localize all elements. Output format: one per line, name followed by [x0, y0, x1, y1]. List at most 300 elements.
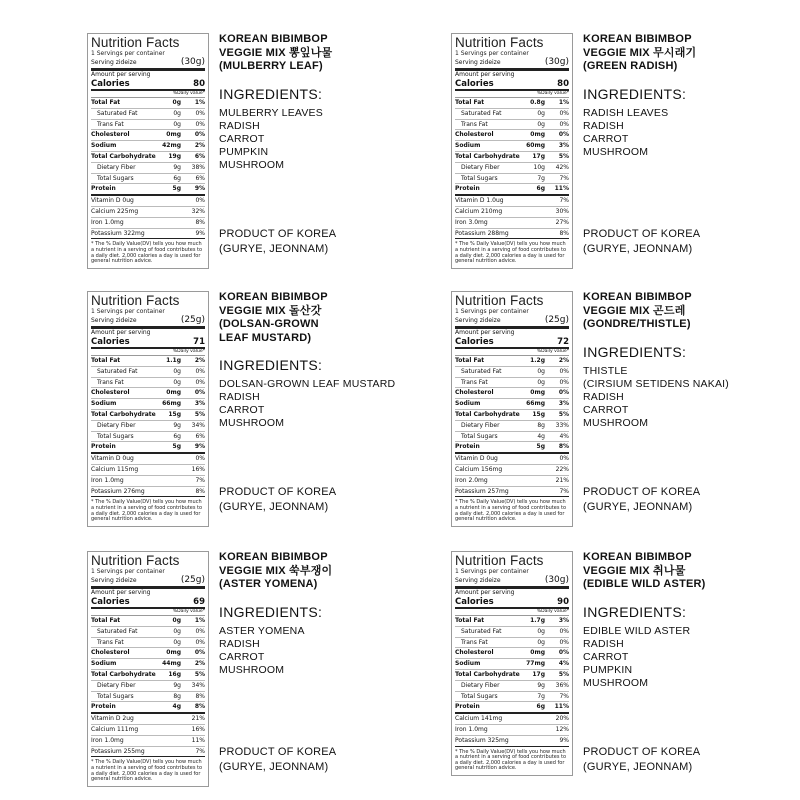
amount-per-serving: Amount per serving [91, 329, 151, 336]
nutrient-name: Saturated Fat [461, 367, 502, 375]
nutrient-amount: 0.8g [530, 99, 545, 106]
serving-size-row [455, 315, 569, 329]
serving-size-label: Serving zideize [455, 577, 501, 584]
ingredients-heading: INGREDIENTS: [583, 85, 687, 102]
nutrient-amount: 17g [532, 152, 545, 160]
product-title-line: (GREEN RADISH) [583, 60, 678, 72]
nutrient-row [455, 130, 569, 141]
product-title-line: VEGGIE MIX 쑥부쟁이 [219, 564, 333, 577]
nutrient-amount: 0g [173, 367, 181, 375]
nutrient-amount: 0g [172, 99, 181, 106]
product-title-line: VEGGIE MIX 취나물 [583, 564, 686, 577]
mineral-name: Vitamin D 0ug [91, 197, 134, 205]
mineral-row [91, 736, 205, 747]
nutrient-row [91, 152, 205, 163]
nutrient-name: Total Fat [455, 99, 485, 106]
nutrient-row [91, 421, 205, 432]
calories-value: 90 [557, 597, 569, 607]
origin-region: (GURYE, JEONNAM) [583, 501, 693, 513]
nutrition-facts-panel [451, 33, 573, 269]
nutrient-percent: 7% [559, 692, 569, 700]
mineral-percent: 30% [555, 207, 569, 215]
nutrient-row [455, 174, 569, 185]
nutrient-row [455, 184, 569, 196]
nutrient-percent: 0% [195, 378, 205, 386]
origin-region: (GURYE, JEONNAM) [583, 243, 693, 255]
mineral-row [91, 476, 205, 487]
nutrient-row [455, 681, 569, 692]
nutrient-row [91, 98, 205, 109]
nutrient-percent: 8% [195, 692, 205, 700]
nutrient-name: Total Sugars [461, 174, 498, 182]
ingredient-item: (CIRSIUM SETIDENS NAKAI) [583, 377, 729, 390]
mineral-row [455, 196, 569, 207]
ingredient-item: THISTLE [583, 364, 628, 377]
nutrient-amount: 60mg [526, 142, 545, 150]
nutrient-percent: 0% [194, 131, 205, 139]
product-cell [87, 33, 457, 283]
nutrient-amount: 0g [173, 120, 181, 128]
nutrient-percent: 0% [194, 389, 205, 397]
nutrient-amount: 0mg [166, 649, 181, 657]
ingredient-item: MUSHROOM [583, 416, 649, 429]
ingredient-item: RADISH [219, 637, 260, 650]
nutrient-amount: 15g [532, 410, 545, 418]
mineral-percent: 9% [559, 736, 569, 744]
nutrient-amount: 5g [172, 443, 181, 451]
nutrient-row [91, 702, 205, 714]
nutrient-row [455, 356, 569, 367]
nutrient-name: Cholesterol [455, 649, 494, 657]
nutrient-row [455, 378, 569, 389]
calories-row [91, 337, 205, 349]
daily-value-footnote: * The % Daily Value(DV) tells you how much a nutrient in a serving of food contributes to a daily diet. 2,000 calories a day is used for general nutrition advice. [91, 499, 203, 523]
serving-size-value: (30g) [544, 575, 569, 585]
mineral-percent: 7% [195, 747, 205, 755]
nutrient-percent: 1% [194, 99, 205, 106]
mineral-row [455, 465, 569, 476]
nutrient-percent: 6% [194, 152, 205, 160]
nutrient-row [91, 627, 205, 638]
calories-label: Calories [91, 597, 130, 607]
nutrition-facts-title: Nutrition Facts [455, 293, 544, 308]
serving-size-value: (30g) [544, 57, 569, 67]
nutrient-amount: 77mg [526, 660, 545, 668]
mineral-percent: 21% [191, 715, 205, 723]
nutrient-row [91, 109, 205, 120]
nutrient-name: Dietary Fiber [461, 681, 500, 689]
nutrient-percent: 38% [191, 163, 205, 171]
nutrient-row [91, 174, 205, 185]
ingredient-item: RADISH [219, 119, 260, 132]
nutrient-amount: 6g [173, 432, 181, 440]
product-info [583, 551, 800, 690]
nutrient-row [455, 627, 569, 638]
origin-block [583, 485, 700, 515]
serving-size-value: (25g) [180, 315, 205, 325]
nutrient-name: Trans Fat [97, 638, 124, 646]
nutrient-percent: 8% [558, 443, 569, 451]
nutrient-row [455, 659, 569, 670]
nutrient-percent: 6% [195, 174, 205, 182]
mineral-name: Iron 2.0mg [455, 476, 488, 484]
mineral-percent: 0% [195, 455, 205, 463]
amount-per-serving: Amount per serving [455, 589, 515, 596]
nutrient-name: Dietary Fiber [97, 421, 136, 429]
nutrient-amount: 0g [537, 120, 545, 128]
ingredient-item: RADISH [583, 637, 624, 650]
mineral-name: Vitamin D 0ug [91, 455, 134, 463]
nutrient-name: Total Carbohydrate [91, 152, 156, 160]
nutrient-percent: 3% [194, 400, 205, 408]
nutrient-name: Total Carbohydrate [455, 670, 520, 678]
nutrient-percent: 0% [195, 638, 205, 646]
mineral-row [455, 725, 569, 736]
mineral-row [91, 725, 205, 736]
mineral-name: Iron 1.0mg [91, 476, 124, 484]
nutrient-amount: 8g [537, 421, 545, 429]
nutrient-row [455, 432, 569, 443]
origin-block [583, 227, 700, 257]
product-info [583, 291, 800, 430]
serving-size-row [91, 57, 205, 71]
nutrient-row [455, 98, 569, 109]
nutrient-row [455, 670, 569, 681]
mineral-row [455, 487, 569, 498]
product-of-korea: PRODUCT OF KOREA [219, 228, 337, 240]
nutrient-name: Protein [455, 703, 480, 711]
nutrient-name: Total Fat [91, 357, 121, 364]
product-title-line: LEAF MUSTARD) [219, 331, 312, 344]
ingredient-item: CARROT [219, 650, 265, 663]
nutrient-name: Sodium [455, 400, 481, 408]
nutrient-name: Dietary Fiber [97, 681, 136, 689]
nutrient-row [91, 442, 205, 454]
ingredient-item: CARROT [219, 132, 265, 145]
nutrient-name: Trans Fat [97, 120, 124, 128]
nutrient-row [91, 356, 205, 367]
serving-size-label: Serving zideize [91, 317, 137, 324]
nutrient-row [91, 163, 205, 174]
mineral-percent: 21% [555, 476, 569, 484]
calories-row [91, 597, 205, 609]
serving-size-value: (30g) [180, 57, 205, 67]
nutrient-row [455, 616, 569, 627]
nutrient-name: Sodium [455, 660, 481, 668]
ingredient-item: MULBERRY LEAVES [219, 106, 323, 119]
nutrient-percent: 5% [558, 152, 569, 160]
mineral-name: Calcium 156mg [455, 465, 503, 473]
servings-per-container: 1 Servings per container [455, 50, 529, 57]
nutrition-facts-title: Nutrition Facts [91, 553, 180, 568]
mineral-name: Potassium 255mg [91, 747, 145, 755]
mineral-row [91, 465, 205, 476]
nutrient-name: Total Carbohydrate [455, 410, 520, 418]
mineral-percent: 8% [195, 218, 205, 226]
nutrient-amount: 6g [536, 703, 545, 711]
ingredients-heading: INGREDIENTS: [583, 603, 687, 620]
nutrient-name: Sodium [91, 400, 117, 408]
nutrient-name: Total Sugars [461, 692, 498, 700]
mineral-row [91, 487, 205, 498]
nutrient-name: Sodium [91, 142, 117, 150]
nutrient-name: Trans Fat [461, 638, 488, 646]
ingredient-item: MUSHROOM [219, 158, 285, 171]
nutrient-percent: 2% [194, 142, 205, 150]
nutrient-percent: 42% [555, 163, 569, 171]
product-info [583, 33, 800, 159]
nutrient-amount: 0g [173, 378, 181, 386]
mineral-percent: 7% [559, 487, 569, 495]
calories-label: Calories [91, 79, 130, 89]
nutrition-facts-title: Nutrition Facts [455, 35, 544, 50]
nutrient-percent: 6% [195, 432, 205, 440]
nutrient-row [455, 421, 569, 432]
mineral-name: Calcium 225mg [91, 207, 139, 215]
nutrient-name: Cholesterol [91, 649, 130, 657]
nutrient-name: Cholesterol [455, 389, 494, 397]
origin-region: (GURYE, JEONNAM) [219, 243, 329, 255]
ingredient-item: RADISH [219, 391, 260, 403]
ingredient-item: ASTER YOMENA [219, 624, 305, 637]
mineral-row [91, 454, 205, 465]
mineral-percent: 16% [191, 465, 205, 473]
nutrient-amount: 10g [533, 163, 545, 171]
mineral-percent: 11% [191, 736, 205, 744]
mineral-row [455, 207, 569, 218]
nutrient-name: Total Carbohydrate [91, 670, 156, 678]
mineral-percent: 0% [559, 455, 569, 463]
product-of-korea: PRODUCT OF KOREA [219, 486, 337, 498]
nutrient-name: Total Fat [91, 617, 121, 624]
product-cell [87, 291, 457, 541]
calories-value: 80 [557, 79, 569, 89]
ingredient-item: MUSHROOM [583, 145, 649, 158]
nutrient-percent: 0% [559, 627, 569, 635]
mineral-name: Potassium 325mg [455, 736, 509, 744]
nutrient-row [91, 432, 205, 443]
nutrient-amount: 1.1g [166, 357, 181, 364]
mineral-name: Potassium 288mg [455, 229, 509, 237]
nutrient-percent: 5% [558, 670, 569, 678]
servings-per-container: 1 Servings per container [91, 50, 165, 57]
nutrient-amount: 0g [537, 378, 545, 386]
product-info [219, 291, 454, 430]
nutrient-amount: 9g [173, 163, 181, 171]
product-of-korea: PRODUCT OF KOREA [583, 486, 701, 498]
origin-region: (GURYE, JEONNAM) [219, 761, 329, 773]
nutrient-amount: 9g [537, 681, 545, 689]
ingredient-item: DOLSAN-GROWN LEAF MUSTARD [219, 378, 396, 390]
product-title-line: (GONDRE/THISTLE) [583, 318, 691, 330]
nutrient-percent: 11% [554, 703, 569, 711]
daily-value-header: %Daily value* [91, 349, 205, 356]
mineral-percent: 32% [191, 207, 205, 215]
calories-label: Calories [455, 597, 494, 607]
product-title-line: (MULBERRY LEAF) [219, 60, 323, 72]
nutrition-facts-panel [451, 551, 573, 776]
calories-value: 69 [193, 597, 205, 607]
nutrition-facts-panel [87, 551, 209, 787]
mineral-percent: 7% [559, 197, 569, 205]
origin-block [219, 227, 336, 257]
nutrient-name: Protein [455, 443, 480, 451]
mineral-percent: 0% [195, 197, 205, 205]
product-title-line: (EDIBLE WILD ASTER) [583, 578, 706, 590]
nutrient-amount: 66mg [162, 400, 181, 408]
nutrient-row [91, 120, 205, 131]
nutrient-percent: 0% [195, 109, 205, 117]
product-title-line: KOREAN BIBIMBOP [583, 551, 692, 563]
calories-label: Calories [91, 337, 130, 347]
calories-row [455, 337, 569, 349]
daily-value-header: %Daily value* [91, 91, 205, 98]
nutrition-facts-title: Nutrition Facts [455, 553, 544, 568]
nutrient-percent: 5% [558, 410, 569, 418]
product-info [219, 551, 454, 677]
nutrient-name: Protein [91, 703, 116, 711]
nutrient-percent: 0% [558, 131, 569, 139]
nutrient-percent: 0% [195, 367, 205, 375]
nutrient-name: Total Fat [455, 617, 485, 624]
mineral-name: Potassium 276mg [91, 487, 145, 495]
calories-value: 71 [193, 337, 205, 347]
product-title-line: (DOLSAN-GROWN [219, 318, 319, 330]
mineral-name: Vitamin D 2ug [91, 715, 134, 723]
nutrient-amount: 9g [173, 681, 181, 689]
serving-size-label: Serving zideize [91, 59, 137, 66]
nutrient-percent: 0% [195, 627, 205, 635]
origin-region: (GURYE, JEONNAM) [219, 501, 329, 513]
ingredient-item: PUMPKIN [219, 145, 269, 158]
product-cell [87, 551, 457, 800]
nutrient-row [91, 659, 205, 670]
product-of-korea: PRODUCT OF KOREA [219, 746, 337, 758]
ingredient-item: MUSHROOM [583, 676, 649, 689]
mineral-percent: 20% [555, 715, 569, 723]
daily-value-header: %Daily value* [91, 609, 205, 616]
calories-label: Calories [455, 337, 494, 347]
calories-label: Calories [455, 79, 494, 89]
mineral-name: Calcium 141mg [455, 715, 503, 723]
nutrient-name: Cholesterol [91, 131, 130, 139]
nutrient-amount: 0mg [530, 389, 545, 397]
nutrient-amount: 15g [168, 410, 181, 418]
ingredient-item: CARROT [583, 403, 629, 416]
nutrient-row [91, 638, 205, 649]
nutrient-row [91, 184, 205, 196]
nutrient-percent: 0% [559, 378, 569, 386]
mineral-percent: 16% [191, 725, 205, 733]
nutrient-amount: 0g [537, 367, 545, 375]
serving-size-value: (25g) [544, 315, 569, 325]
servings-per-container: 1 Servings per container [91, 308, 165, 315]
nutrient-row [91, 130, 205, 141]
nutrition-facts-title: Nutrition Facts [91, 35, 180, 50]
serving-size-label: Serving zideize [455, 59, 501, 66]
nutrient-name: Saturated Fat [97, 627, 138, 635]
nutrient-percent: 4% [558, 660, 569, 668]
nutrient-name: Dietary Fiber [97, 163, 136, 171]
nutrient-name: Protein [455, 185, 480, 193]
mineral-name: Iron 1.0mg [455, 725, 488, 733]
ingredient-item: MUSHROOM [219, 663, 285, 676]
mineral-name: Iron 3.0mg [455, 218, 488, 226]
ingredient-item: EDIBLE WILD ASTER [583, 624, 691, 637]
calories-row [455, 79, 569, 91]
product-cell [451, 33, 800, 283]
daily-value-header: %Daily value* [455, 609, 569, 616]
mineral-row [455, 714, 569, 725]
ingredient-item: CARROT [583, 132, 629, 145]
nutrient-row [91, 141, 205, 152]
nutrient-amount: 6g [536, 185, 545, 193]
product-title-line: VEGGIE MIX 무시래기 [583, 46, 697, 59]
nutrient-row [455, 410, 569, 421]
nutrient-percent: 3% [558, 400, 569, 408]
nutrient-amount: 1.7g [530, 617, 545, 624]
ingredient-item: CARROT [583, 650, 629, 663]
nutrient-percent: 5% [194, 670, 205, 678]
nutrient-amount: 1.2g [530, 357, 545, 364]
nutrient-row [455, 702, 569, 714]
nutrient-name: Cholesterol [455, 131, 494, 139]
mineral-row [91, 229, 205, 240]
nutrient-name: Total Sugars [97, 432, 134, 440]
ingredients-heading: INGREDIENTS: [583, 343, 687, 360]
nutrient-amount: 66mg [526, 400, 545, 408]
daily-value-footnote: * The % Daily Value(DV) tells you how much a nutrient in a serving of food contributes to a daily diet. 2,000 calories a day is used for general nutrition advice. [455, 499, 567, 523]
nutrient-name: Sodium [455, 142, 481, 150]
servings-per-container: 1 Servings per container [455, 568, 529, 575]
ingredient-item: CARROT [219, 404, 265, 416]
servings-per-container: 1 Servings per container [91, 568, 165, 575]
nutrient-row [455, 638, 569, 649]
nutrient-row [455, 442, 569, 454]
mineral-row [455, 454, 569, 465]
nutrient-amount: 6g [173, 174, 181, 182]
nutrient-percent: 5% [194, 410, 205, 418]
nutrient-percent: 34% [191, 421, 205, 429]
mineral-row [91, 747, 205, 758]
nutrient-row [455, 388, 569, 399]
nutrient-row [91, 399, 205, 410]
product-title-line: KOREAN BIBIMBOP [583, 33, 692, 45]
mineral-row [455, 229, 569, 240]
nutrient-percent: 9% [194, 185, 205, 193]
nutrient-name: Dietary Fiber [461, 163, 500, 171]
daily-value-footnote: * The % Daily Value(DV) tells you how much a nutrient in a serving of food contributes to a daily diet. 2,000 calories a day is used for general nutrition advice. [91, 241, 203, 265]
mineral-percent: 27% [555, 218, 569, 226]
nutrient-amount: 0g [172, 617, 181, 624]
serving-size-row [455, 57, 569, 71]
nutrient-row [91, 681, 205, 692]
product-title-line: KOREAN BIBIMBOP [219, 33, 328, 45]
product-info [219, 33, 454, 172]
nutrient-row [91, 388, 205, 399]
nutrient-row [91, 410, 205, 421]
nutrient-row [455, 367, 569, 378]
nutrient-name: Sodium [91, 660, 117, 668]
nutrient-name: Total Sugars [97, 692, 134, 700]
nutrient-name: Total Fat [455, 357, 485, 364]
nutrient-row [91, 616, 205, 627]
nutrient-amount: 0g [537, 638, 545, 646]
nutrient-row [455, 141, 569, 152]
nutrient-percent: 2% [558, 357, 569, 364]
nutrient-row [91, 648, 205, 659]
nutrient-name: Total Sugars [97, 174, 134, 182]
